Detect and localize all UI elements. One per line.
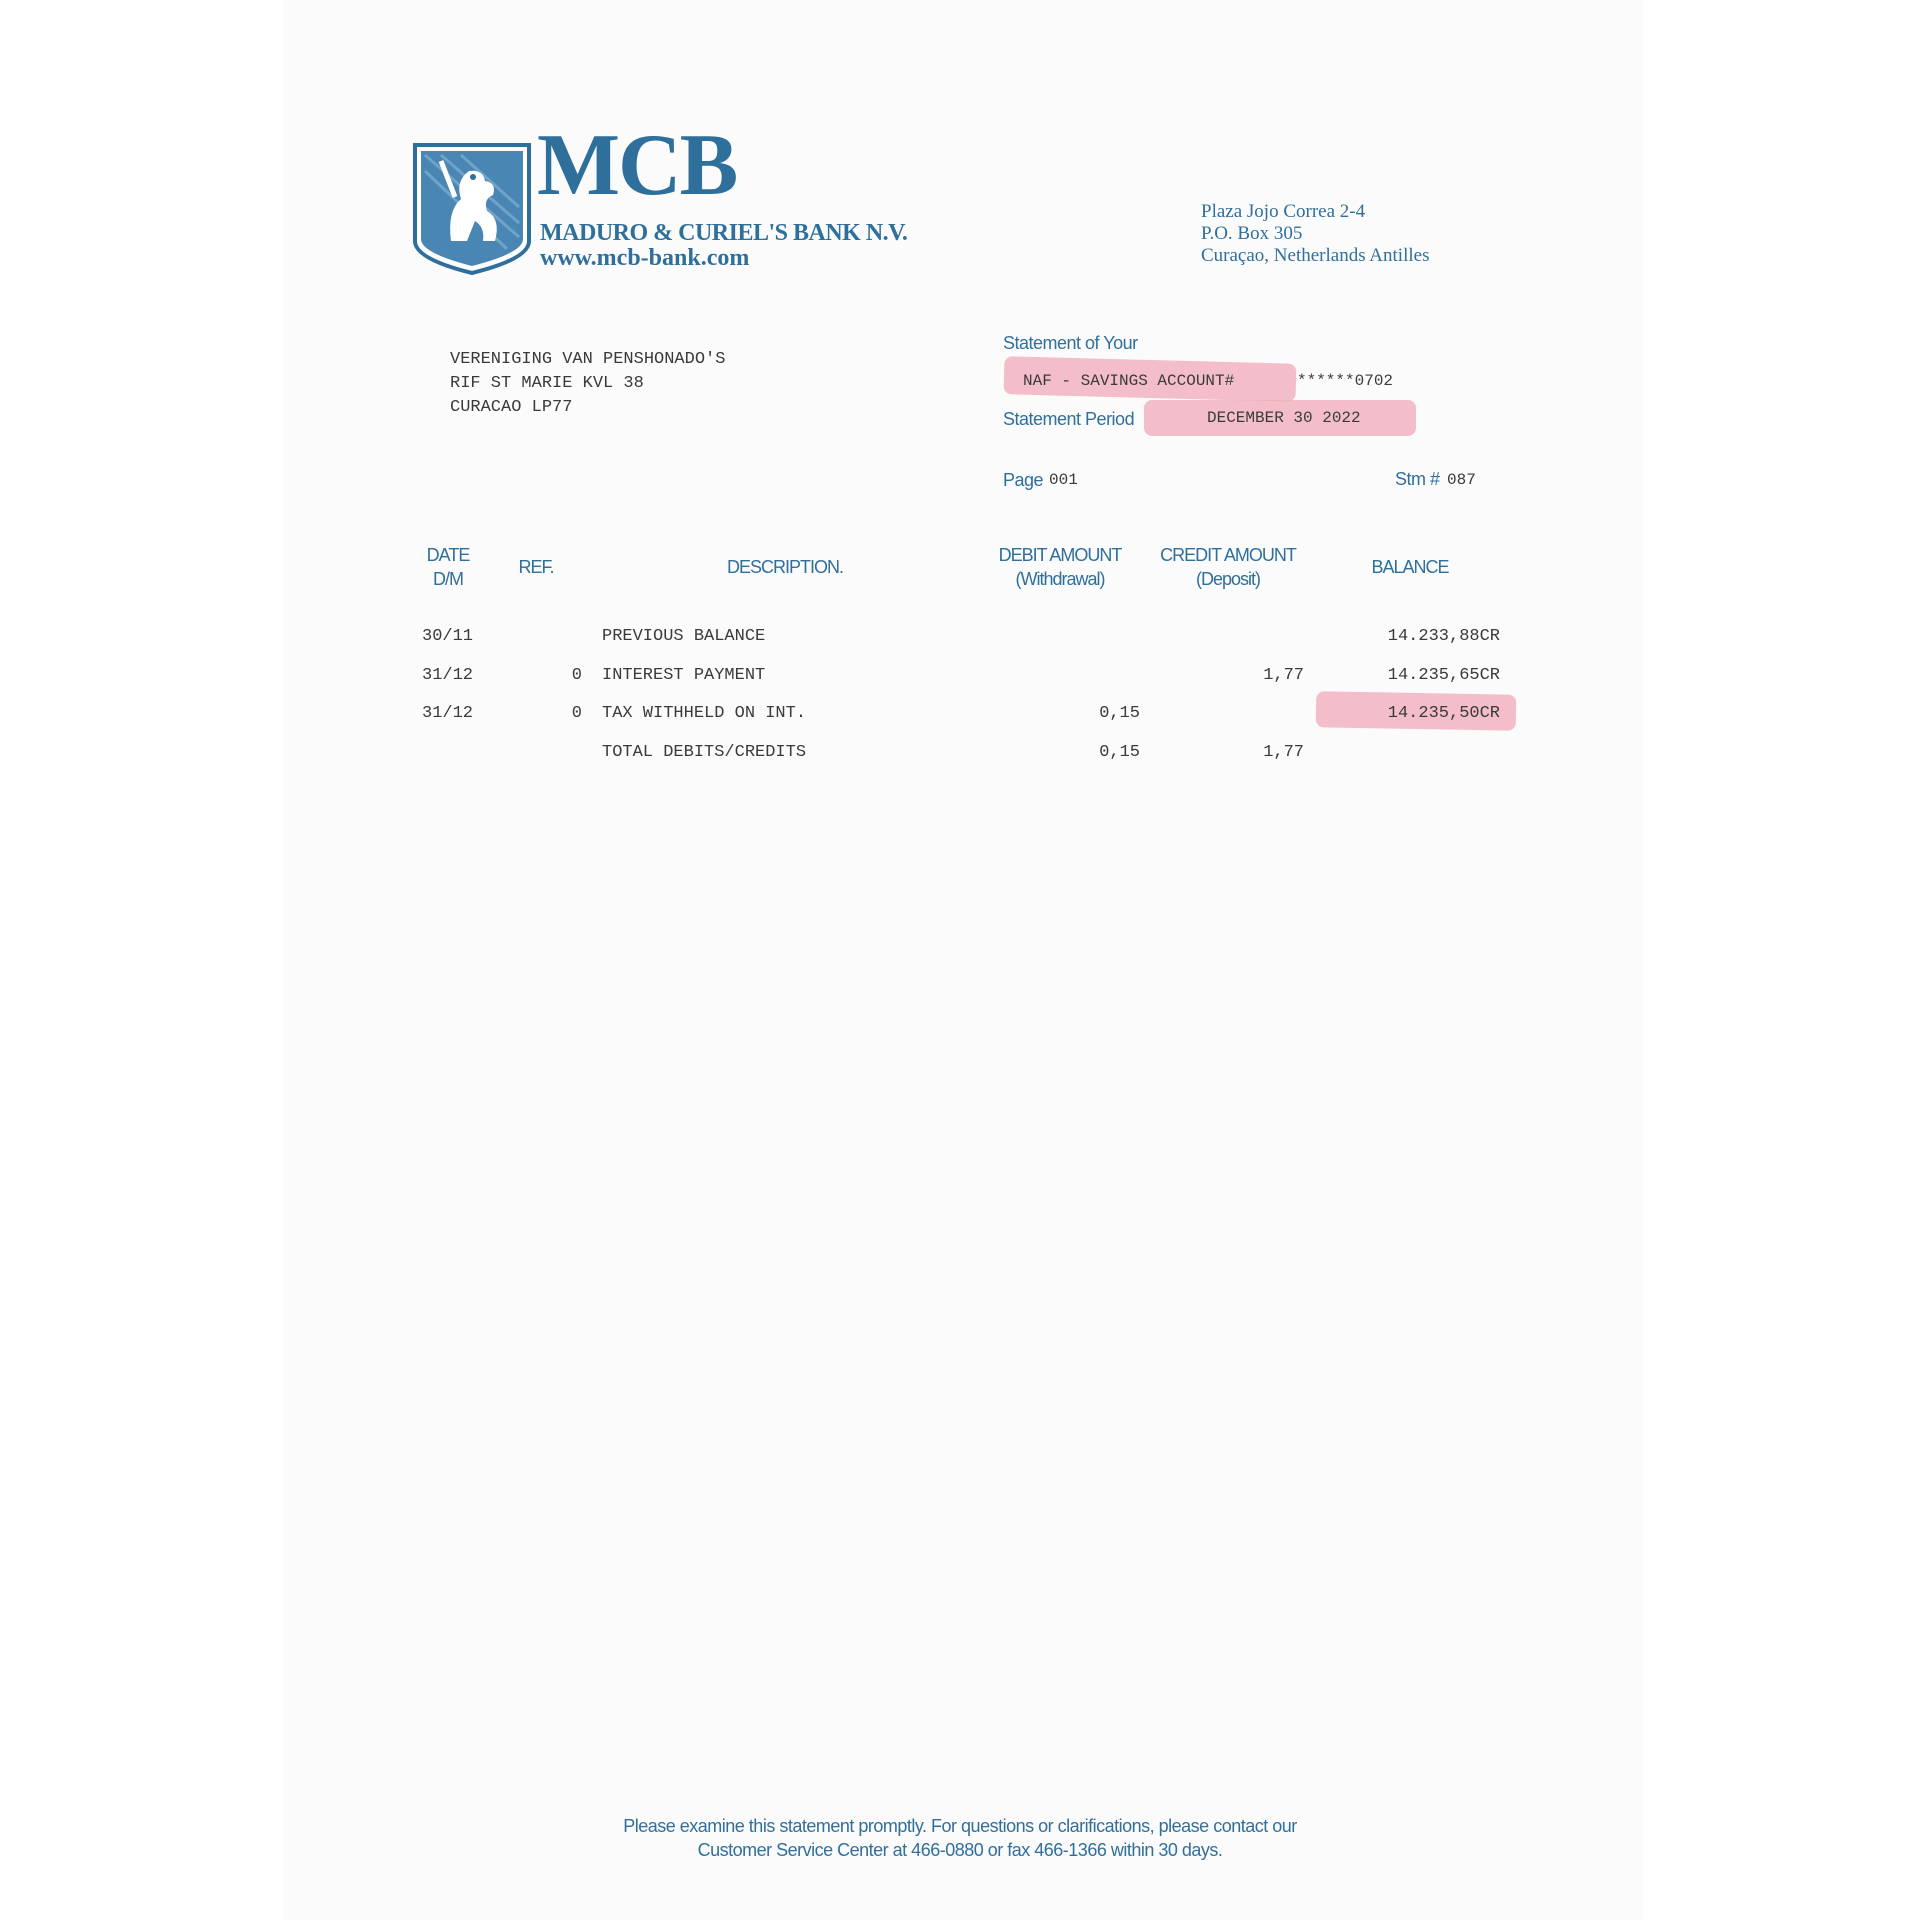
row-description: PREVIOUS BALANCE xyxy=(602,627,766,646)
statement-page xyxy=(283,0,1643,1920)
footer-notice xyxy=(540,1814,1380,1862)
header-debit-line: DEBIT AMOUNT xyxy=(998,545,1122,565)
totals-credit: 1,77 xyxy=(1263,743,1304,762)
account-number: ******0702 xyxy=(1297,372,1394,390)
row-balance: 14.235,50CR xyxy=(1387,704,1500,723)
footer-line: Customer Service Center at 466-0880 or fax 466-1366 within 30 days. xyxy=(697,1840,1223,1860)
totals-debit: 0,15 xyxy=(1099,743,1140,762)
row-description: INTEREST PAYMENT xyxy=(602,666,766,685)
header-debit-line: (Withdrawal) xyxy=(1015,569,1105,589)
bank-address-line: Curaçao, Netherlands Antilles xyxy=(1201,245,1430,266)
header-balance: BALANCE xyxy=(1371,557,1449,577)
header-date-line: DATE xyxy=(426,545,470,565)
statement-period-value: DECEMBER 30 2022 xyxy=(1207,409,1361,427)
row-ref: 0 xyxy=(571,666,582,685)
customer-address-line: VERENIGING VAN PENSHONADO'S xyxy=(450,350,726,369)
page-number: 001 xyxy=(1049,471,1078,489)
bank-logo-text: MCB xyxy=(537,117,737,214)
stm-label: Stm # xyxy=(1395,469,1440,489)
bank-address-line: P.O. Box 305 xyxy=(1201,223,1303,244)
row-credit: 1,77 xyxy=(1263,666,1304,685)
row-date: 31/12 xyxy=(422,704,474,723)
header-debit xyxy=(990,543,1130,591)
row-balance: 14.233,88CR xyxy=(1387,627,1500,646)
totals-label: TOTAL DEBITS/CREDITS xyxy=(602,743,807,762)
row-debit: 0,15 xyxy=(1099,704,1140,723)
row-ref: 0 xyxy=(571,704,582,723)
header-date xyxy=(418,543,478,591)
row-date: 30/11 xyxy=(422,627,474,646)
bank-address-line: Plaza Jojo Correa 2-4 xyxy=(1201,201,1366,222)
header-description: DESCRIPTION. xyxy=(726,557,843,577)
account-type: NAF - SAVINGS ACCOUNT# xyxy=(1023,372,1235,390)
customer-address-line: RIF ST MARIE KVL 38 xyxy=(450,374,644,393)
statement-of-label: Statement of Your xyxy=(1003,333,1138,353)
customer-address xyxy=(450,348,725,420)
bank-name: MADURO & CURIEL'S BANK N.V. xyxy=(540,220,908,246)
bank-website: www.mcb-bank.com xyxy=(540,245,750,271)
header-credit-line: (Deposit) xyxy=(1195,569,1261,589)
footer-line: Please examine this statement promptly. For questions or clarifications, please contact our xyxy=(623,1816,1297,1836)
bank-address xyxy=(1201,201,1429,267)
statement-period-label: Statement Period xyxy=(1003,409,1135,429)
row-description: TAX WITHHELD ON INT. xyxy=(602,704,807,723)
header-date-line: D/M xyxy=(433,569,463,589)
header-credit-line: CREDIT AMOUNT xyxy=(1160,545,1296,565)
stm-number: 087 xyxy=(1447,471,1476,489)
page-label: Page xyxy=(1003,470,1044,490)
header-ref: REF. xyxy=(518,557,554,577)
row-balance: 14.235,65CR xyxy=(1387,666,1500,685)
lion-shield-logo-icon xyxy=(411,141,533,277)
header-credit xyxy=(1148,543,1308,591)
row-date: 31/12 xyxy=(422,666,474,685)
customer-address-line: CURACAO LP77 xyxy=(450,398,573,417)
